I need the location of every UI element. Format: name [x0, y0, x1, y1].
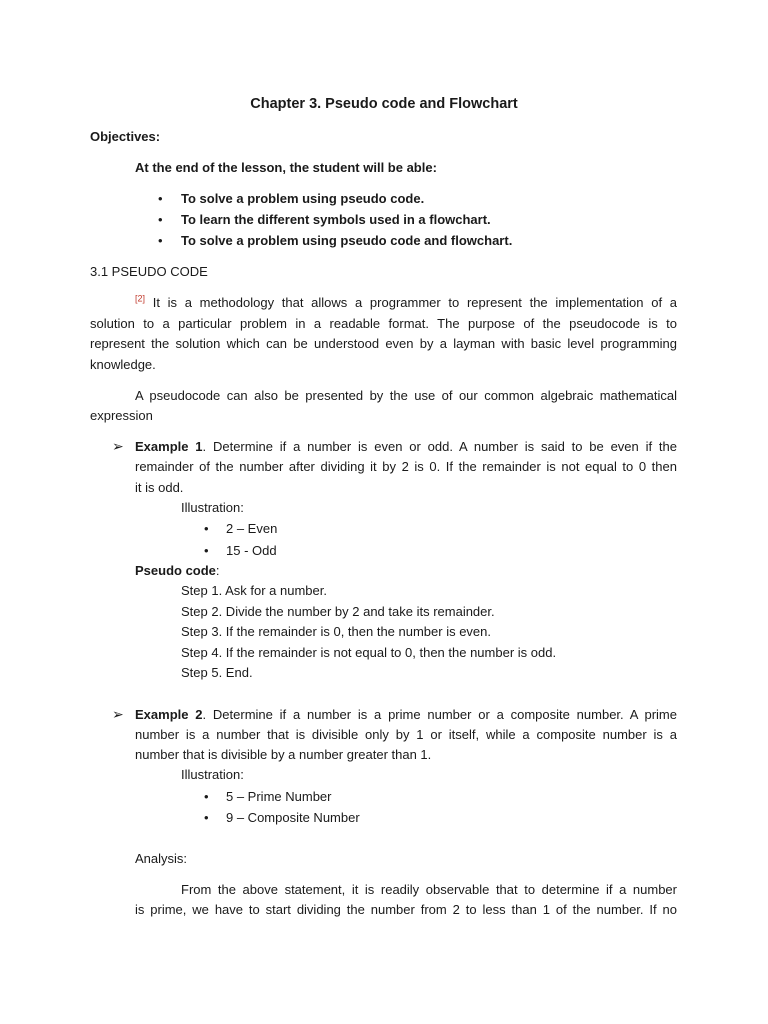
analysis-line: From the above statement, it is readily observable that to determine if a number: [181, 882, 677, 897]
bullet-icon: •: [158, 191, 163, 206]
pseudo-code-label: Pseudo code:: [135, 563, 220, 578]
illustration-label: Illustration:: [181, 767, 244, 782]
bullet-icon: •: [204, 789, 209, 804]
arrow-bullet-icon: ➢: [112, 706, 124, 722]
para1-line: solution to a particular problem in a readable format. The purpose of the pseudocode is to: [90, 316, 677, 331]
para1-line: knowledge.: [90, 357, 156, 372]
example2-label: Example 2: [135, 707, 203, 722]
objective-item: To learn the different symbols used in a flowchart.: [181, 212, 491, 227]
example1-line: Example 1. Determine if a number is even or odd. A number is said to be even if the: [135, 439, 677, 454]
analysis-line: is prime, we have to start dividing the number from 2 to less than 1 of the number. If no: [135, 902, 677, 917]
pseudo-step: Step 1. Ask for a number.: [181, 583, 327, 598]
example2-line: number that is divisible by a number greater than 1.: [135, 747, 432, 762]
bullet-icon: •: [204, 810, 209, 825]
example2-line: Example 2. Determine if a number is a prime number or a composite number. A prime: [135, 707, 677, 722]
bullet-icon: •: [158, 233, 163, 248]
pseudo-step: Step 3. If the remainder is 0, then the number is even.: [181, 624, 492, 639]
arrow-bullet-icon: ➢: [112, 438, 124, 454]
example1-label: Example 1: [135, 439, 203, 454]
para2-line: A pseudocode can also be presented by the use of our common algebraic mathematical: [135, 388, 677, 403]
illustration-item: 2 – Even: [226, 521, 278, 536]
illustration-item: 9 – Composite Number: [226, 810, 360, 825]
para1-line: [2] It is a methodology that allows a programmer to represent the implementation of a: [135, 293, 677, 310]
bullet-icon: •: [204, 543, 209, 558]
bullet-icon: •: [158, 212, 163, 227]
pseudo-step: Step 5. End.: [181, 665, 253, 680]
para1-line: represent the solution which can be understood even by a layman with basic level programming: [90, 336, 677, 351]
example1-line: remainder of the number after dividing it by 2 is 0. If the remainder is not equal to 0 then: [135, 459, 677, 474]
objectives-intro: At the end of the lesson, the student will be able:: [135, 160, 437, 175]
pseudo-step: Step 2. Divide the number by 2 and take its remainder.: [181, 604, 495, 619]
illustration-label: Illustration:: [181, 500, 244, 515]
example1-line: it is odd.: [135, 480, 184, 495]
pseudo-step: Step 4. If the remainder is not equal to 0, then the number is odd.: [181, 645, 557, 660]
bullet-icon: •: [204, 521, 209, 536]
objective-item: To solve a problem using pseudo code.: [181, 191, 425, 206]
reference-marker: [2]: [135, 293, 146, 304]
illustration-item: 15 - Odd: [226, 543, 277, 558]
analysis-label: Analysis:: [135, 851, 188, 866]
example2-line: number is a number that is divisible only by 1 or itself, while a composite number is a: [135, 727, 677, 742]
para2-line: expression: [90, 408, 153, 423]
page-title: Chapter 3. Pseudo code and Flowchart: [250, 96, 518, 112]
section-heading: 3.1 PSEUDO CODE: [90, 264, 208, 279]
objective-item: To solve a problem using pseudo code and flowchart.: [181, 233, 513, 248]
objectives-heading: Objectives:: [90, 129, 161, 144]
illustration-item: 5 – Prime Number: [226, 789, 332, 804]
